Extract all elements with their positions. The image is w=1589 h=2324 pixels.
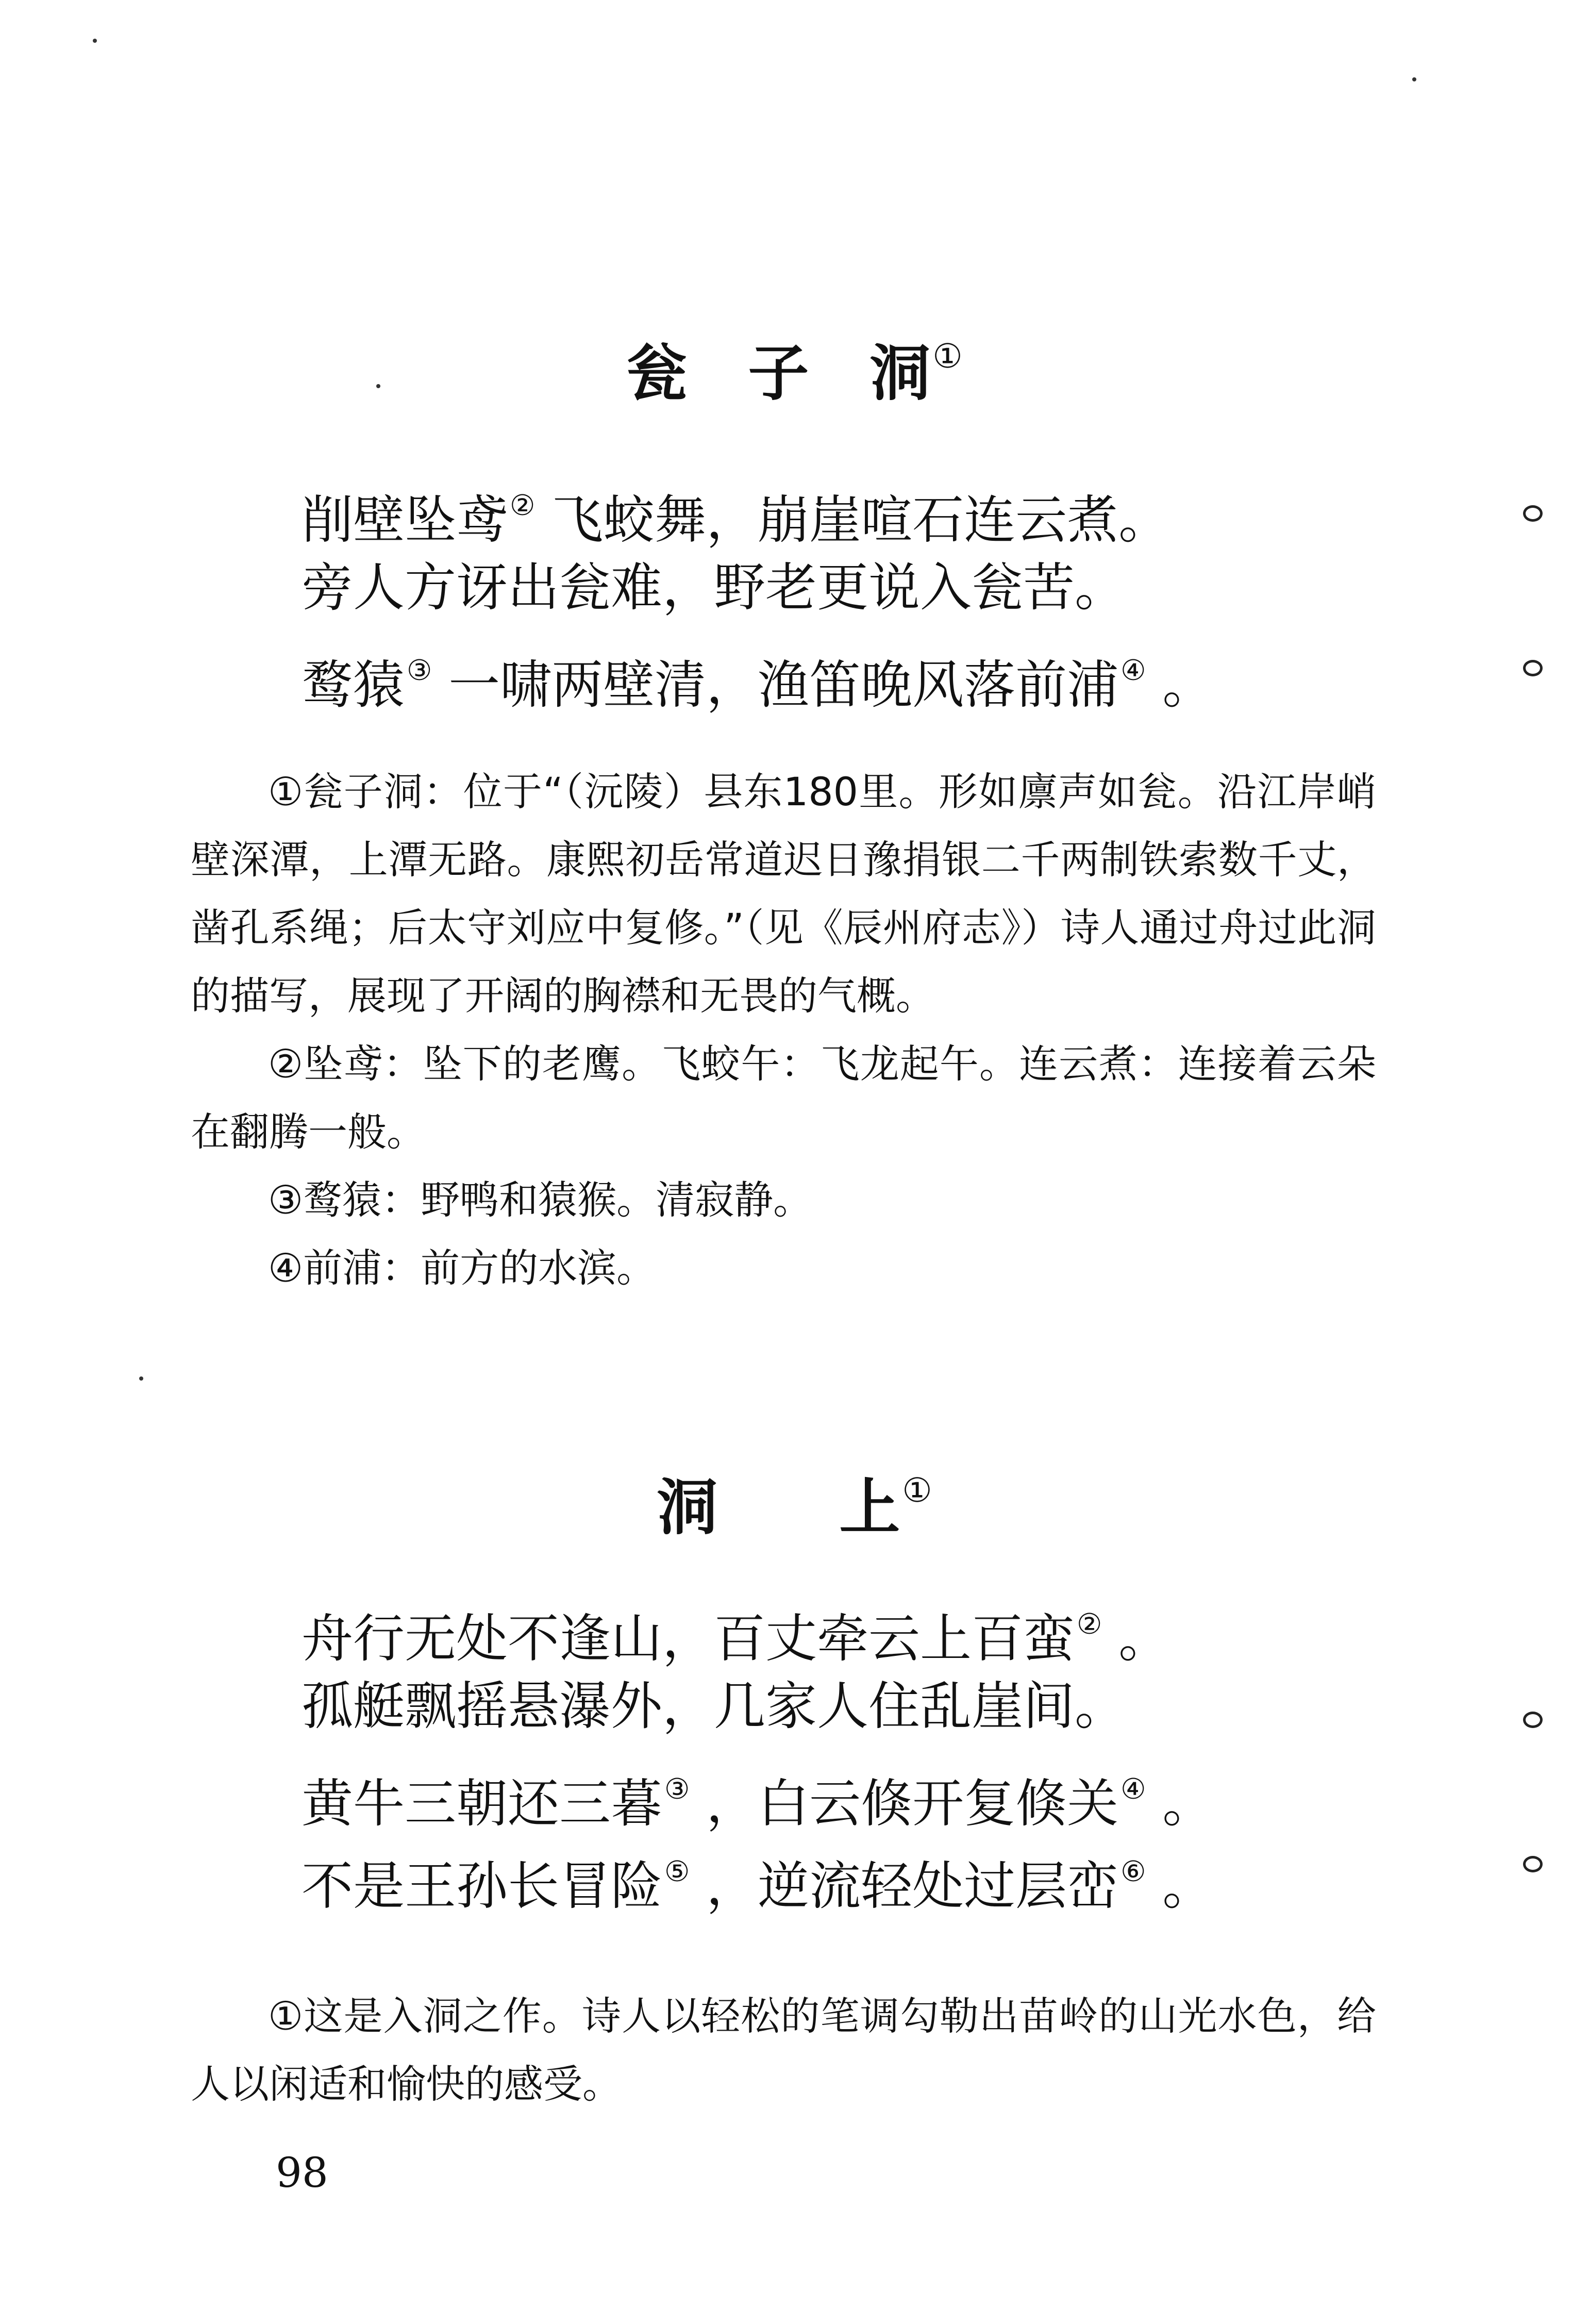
poem-text: 黄牛三朝还三暮 xyxy=(302,1773,662,1834)
poem-text: 。 xyxy=(1102,1608,1170,1669)
footnote-marker: ④ xyxy=(1120,1772,1146,1805)
footnote-marker: ① xyxy=(932,337,963,376)
scan-speck xyxy=(376,384,380,388)
scan-speck xyxy=(93,39,97,43)
footnote: ③鹜猿：野鸭和猿猴。清寂静。 xyxy=(268,1177,813,1223)
poem-text: 飞蛟舞，崩崖喧石连云煮。 xyxy=(535,490,1170,550)
poem-title xyxy=(0,337,1589,409)
poem-line xyxy=(302,1665,1487,1748)
poem-title xyxy=(0,1471,1589,1543)
footnote-marker: ⑥ xyxy=(1120,1855,1146,1888)
footnote-marker: ④ xyxy=(1120,654,1146,687)
poem-text: 。 xyxy=(1146,655,1214,715)
binding-hole-mark xyxy=(1523,505,1543,522)
footnotes xyxy=(191,1982,1376,2118)
binding-hole-mark xyxy=(1523,1712,1543,1728)
poem-title-text: 洞 上 xyxy=(657,1471,900,1543)
footnote: ④前浦：前方的水滨。 xyxy=(268,1245,656,1291)
poem-text: 孤艇飘摇悬瀑外，几家人住乱崖间。 xyxy=(302,1676,1126,1736)
page-number: 98 xyxy=(276,2149,328,2197)
poem-line xyxy=(302,1583,1487,1669)
poem-title-text: 瓮 子 洞 xyxy=(626,337,931,409)
poem-line xyxy=(302,629,1487,715)
footnotes xyxy=(191,758,1376,1302)
poem-text: 不是王孙长冒险 xyxy=(302,1856,662,1916)
poem-line xyxy=(302,1748,1487,1834)
poem-text: 旁人方讶出瓮难，野老更说入瓮苦。 xyxy=(302,557,1126,618)
poem-text: 。 xyxy=(1146,1773,1214,1834)
poem-text: ，白云倏开复倏关 xyxy=(690,1773,1119,1834)
poem-text: 。 xyxy=(1146,1856,1214,1916)
footnote: ①这是入洞之作。诗人以轻松的笔调勾勒出苗岭的山光水色，给人以闲适和愉快的感受。 xyxy=(191,1993,1376,2107)
binding-hole-mark xyxy=(1523,1856,1543,1872)
poem-body xyxy=(302,1583,1487,1916)
scan-speck xyxy=(139,1376,143,1381)
poem-line xyxy=(302,1830,1487,1916)
footnote-marker: ② xyxy=(1077,1607,1102,1640)
poem-line xyxy=(302,546,1487,629)
poem-text: 鹜猿 xyxy=(302,655,405,715)
poem-text: 一啸两壁清，渔笛晚风落前浦 xyxy=(432,655,1119,715)
scan-speck xyxy=(1412,77,1416,81)
footnote-marker: ① xyxy=(902,1471,932,1510)
footnote: ②坠鸢：坠下的老鹰。飞蛟午：飞龙起午。连云煮：连接着云朵在翻腾一般。 xyxy=(191,1041,1376,1155)
footnote-marker: ⑤ xyxy=(664,1855,690,1888)
footnote-marker: ③ xyxy=(407,654,432,687)
footnote-marker: ② xyxy=(510,489,536,522)
poem-text: 削壁坠鸢 xyxy=(302,490,508,550)
poem-text: 舟行无处不逢山，百丈牵云上百蛮 xyxy=(302,1608,1075,1669)
footnote: ①瓮子洞：位于“（沅陵）县东180里。形如廪声如瓮。沿江岸峭壁深潭，上潭无路。康熙初岳常道迟日豫捐银二千两制铁索数千丈，凿孔系绳；后太守刘应中复修。”（见《辰州府志》）诗人通过舟过此洞的描写，展现了开阔的胸襟和无畏的气概。 xyxy=(191,769,1376,1019)
poem-text: ，逆流轻处过层峦 xyxy=(690,1856,1119,1916)
poem-body xyxy=(302,464,1487,715)
footnote-marker: ③ xyxy=(664,1772,690,1805)
poem-line xyxy=(302,464,1487,550)
binding-hole-mark xyxy=(1523,660,1543,676)
